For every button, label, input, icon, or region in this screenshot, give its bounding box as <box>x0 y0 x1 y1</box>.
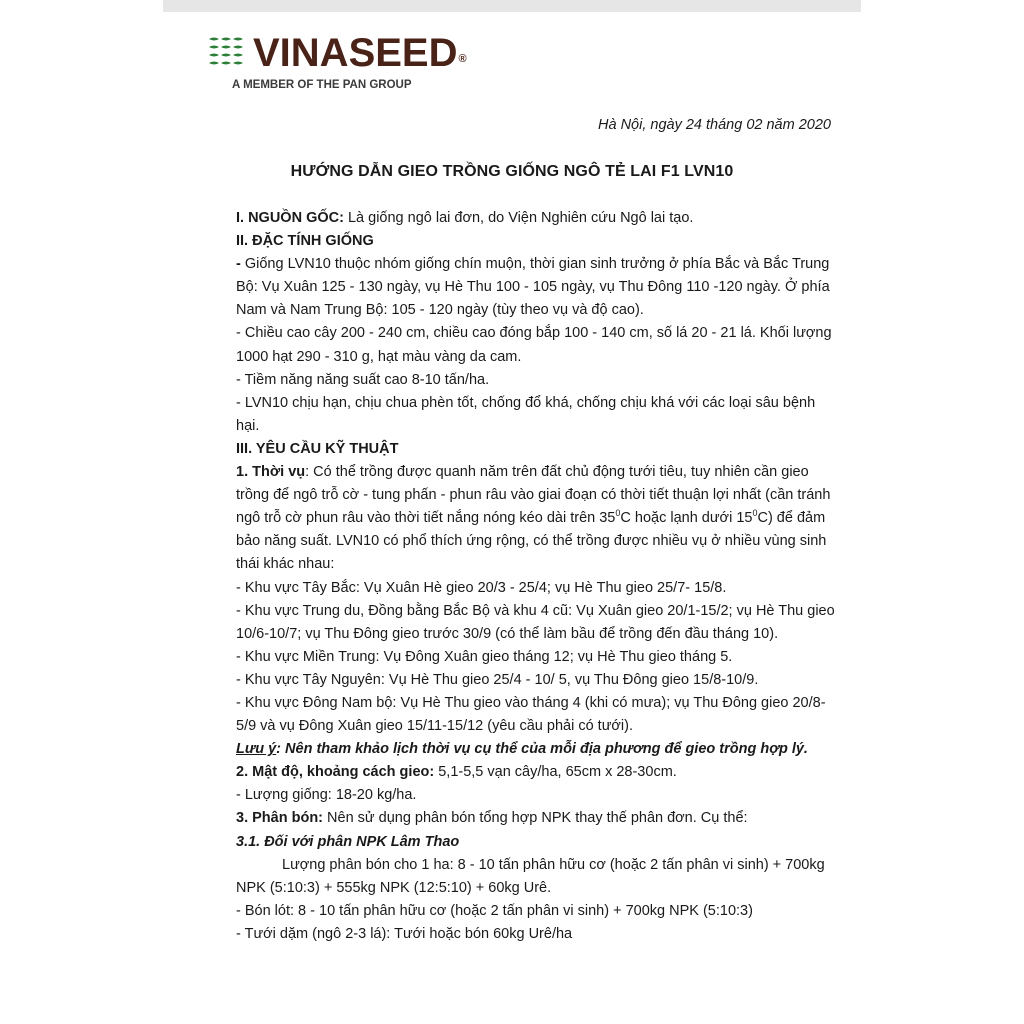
document-title: HƯỚNG DẪN GIEO TRỒNG GIỐNG NGÔ TẺ LAI F1 LVN10 <box>290 163 734 180</box>
brand-name: VINASEED® <box>253 31 467 75</box>
paragraph-fertilizer <box>236 807 836 830</box>
paragraph-text: : Có thể trồng được quanh năm trên đất chủ động tưới tiêu, tuy nhiên cần gieo trồng để ngô trỗ cờ - tung phấn - phun râu vào giai đoạn có thời tiết thuận lợi nhất (cần tránh ngô trỗ cờ phun râu vào thời tiết nắng nóng kéo dài trên 35 <box>236 464 831 527</box>
paragraph: - LVN10 chịu hạn, chịu chua phèn tốt, chống đổ khá, chống chịu khá với các loại sâu bệnh hại. <box>236 394 816 434</box>
section-heading: III. YÊU CẦU KỸ THUẬT <box>236 440 399 457</box>
region-item: - Khu vực Miền Trung: Vụ Đông Xuân gieo tháng 12; vụ Hè Thu gieo tháng 5. <box>236 648 733 665</box>
paragraph-text: 5,1-5,5 vạn cây/ha, 65cm x 28-30cm. <box>434 764 677 781</box>
paragraph-season <box>236 461 836 576</box>
date-line: Hà Nội, ngày 24 tháng 02 năm 2020 <box>598 117 831 133</box>
paragraph-text: Giống LVN10 thuộc nhóm giống chín muộn, thời gian sinh trưởng ở phía Bắc và Bắc Trung Bộ: Vụ Xuân 125 - 130 ngày, vụ Hè Thu 100 - 105 ngày, vụ Thu Đông 110 -120 ngày. Ở phía Nam và Nam Trung Bộ: 105 - 120 ngày (tùy theo vụ và độ cao). <box>236 256 830 319</box>
subheading: 3. Phân bón: <box>236 810 323 827</box>
paragraph <box>236 253 836 322</box>
region-item: - Khu vực Đông Nam bộ: Vụ Hè Thu gieo vào tháng 4 (khi có mưa); vụ Thu Đông gieo 20/8-5/9 và vụ Đông Xuân gieo 15/11-15/12 (yêu cầu phải có tưới). <box>236 694 826 735</box>
paragraph: - Lượng giống: 18-20 kg/ha. <box>236 787 417 804</box>
paragraph-text: Nên sử dụng phân bón tổng hợp NPK thay thế phân đơn. Cụ thể: <box>323 810 748 827</box>
section-heading: I. NGUỒN GỐC: <box>236 210 344 226</box>
region-item: - Khu vực Tây Nguyên: Vụ Hè Thu gieo 25/4 - 10/ 5, vụ Thu Đông gieo 15/8-10/9. <box>236 671 759 688</box>
paragraph-density <box>236 761 836 784</box>
grain-leaf-icon <box>207 35 247 71</box>
paragraph: - Tiềm năng năng suất cao 8-10 tấn/ha. <box>236 371 490 388</box>
paragraph-text: Là giống ngô lai đơn, do Viện Nghiên cứu Ngô lai tạo. <box>343 210 694 226</box>
paragraph: - Tưới dặm (ngô 2-3 lá): Tưới hoặc bón 60kg Urê/ha <box>236 925 573 942</box>
top-gray-bar <box>163 0 861 12</box>
subheading: 2. Mật độ, khoảng cách gieo: <box>236 764 435 781</box>
brand-tagline: A MEMBER OF THE PAN GROUP <box>232 79 412 91</box>
section-origin <box>236 207 836 230</box>
note-paragraph <box>236 738 836 761</box>
section-heading: II. ĐẶC TÍNH GIỐNG <box>236 233 374 250</box>
registered-mark: ® <box>458 53 467 65</box>
region-item: - Khu vực Tây Bắc: Vụ Xuân Hè gieo 20/3 - 25/4; vụ Hè Thu gieo 25/7- 15/8. <box>236 579 727 596</box>
dash-bullet: - <box>236 256 241 273</box>
superscript: 0 <box>615 508 621 519</box>
paragraph: - Chiều cao cây 200 - 240 cm, chiều cao đóng bắp 100 - 140 cm, số lá 20 - 21 lá. Khối lượng 1000 hạt 290 - 310 g, hạt màu vàng da cam. <box>236 325 832 365</box>
region-item: - Khu vực Trung du, Đồng bằng Bắc Bộ và khu 4 cũ: Vụ Xuân gieo 20/1-15/2; vụ Hè Thu gieo 10/6-10/7; vụ Thu Đông gieo trước 30/9 (có thể làm bầu để trồng đến đầu tháng 10). <box>236 602 835 642</box>
subsection-heading: 3.1. Đối với phân NPK Lâm Thao <box>236 833 460 850</box>
paragraph-text: C hoặc lạnh dưới 15 <box>620 510 753 527</box>
paragraph-amount: Lượng phân bón cho 1 ha: 8 - 10 tấn phân hữu cơ (hoặc 2 tấn phân vi sinh) + 700kg NPK (5:10:3) + 555kg NPK (12:5:10) + 60kg Urê. <box>236 856 825 896</box>
superscript: 0 <box>752 508 758 519</box>
subheading: 1. Thời vụ <box>236 464 306 481</box>
paragraph: - Bón lót: 8 - 10 tấn phân hữu cơ (hoặc 2 tấn phân vi sinh) + 700kg NPK (5:10:3) <box>236 902 753 919</box>
note-text: : Nên tham khảo lịch thời vụ cụ thể của mỗi địa phương để gieo trồng hợp lý. <box>276 741 808 758</box>
paragraph-text: C) để đảm bảo năng suất. LVN10 có phổ thích ứng rộng, có thể trồng được nhiều vụ ở nhiều vùng sinh thái khác nhau: <box>236 510 827 573</box>
note-label: Lưu ý <box>236 741 277 758</box>
document-body <box>236 207 836 946</box>
vinaseed-logo <box>207 30 467 100</box>
